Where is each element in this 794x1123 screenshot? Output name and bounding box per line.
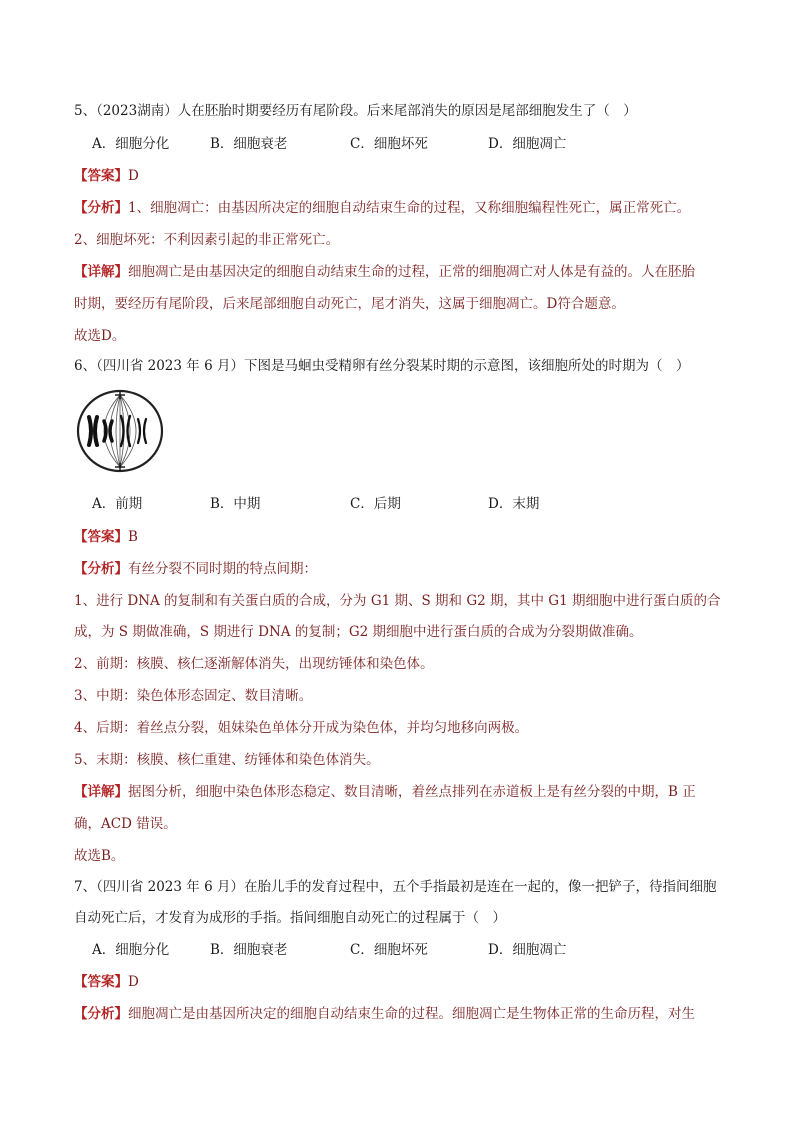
q5-conclusion: 故选D。	[74, 328, 126, 344]
q6-option-c: C．后期	[350, 496, 401, 512]
q7-option-c: C．细胞坏死	[350, 942, 428, 958]
q7-analysis-1: 细胞凋亡是由基因所决定的细胞自动结束生命的过程。细胞凋亡是生物体正常的生命历程，对生	[128, 1006, 695, 1022]
answer-tag: 【答案】	[74, 529, 128, 545]
q5-answer-line	[74, 166, 734, 186]
q6-option-b: B．中期	[210, 496, 261, 512]
q5-option-a: A．细胞分化	[92, 136, 170, 152]
q6-analysis-1a: 1、进行 DNA 的复制和有关蛋白质的合成，分为 G1 期、S 期和 G2 期，其中 G1 期细胞中进行蛋白质的合	[74, 593, 721, 609]
q5-detail-2: 时期，要经历有尾阶段，后来尾部细胞自动死亡，尾才消失，这属于细胞凋亡。D符合题意。	[74, 296, 625, 312]
detail-tag: 【详解】	[74, 264, 128, 280]
q6-detail-1: 据图分析，细胞中染色体形态稳定、数目清晰，着丝点排列在赤道板上是有丝分裂的中期，B 正	[128, 784, 696, 800]
q7-analysis-line-1	[74, 1004, 734, 1024]
q5-detail-1: 细胞凋亡是由基因决定的细胞自动结束生命的过程，正常的细胞凋亡对人体是有益的。人在胚胎	[128, 264, 695, 280]
q6-stem: 6、（四川省 2023 年 6 月）下图是马蛔虫受精卵有丝分裂某时期的示意图，该细胞所处的时期为（ ）	[74, 358, 690, 374]
q7-option-d: D．细胞凋亡	[488, 942, 567, 958]
analysis-tag: 【分析】	[74, 1006, 128, 1022]
q5-analysis-1: 1、细胞凋亡：由基因所决定的细胞自动结束生命的过程，又称细胞编程性死亡，属正常死亡。	[128, 200, 691, 216]
q5-answer: D	[128, 168, 139, 184]
q7-stem-2: 自动死亡后，才发育为成形的手指。指间细胞自动死亡的过程属于（ ）	[74, 910, 506, 926]
q6-analysis-5: 5、末期：核膜、核仁重建、纺锤体和染色体消失。	[74, 752, 380, 768]
q5-option-c: C．细胞坏死	[350, 136, 428, 152]
q7-answer-line	[74, 972, 734, 992]
q5-option-d: D．细胞凋亡	[488, 136, 567, 152]
q5-analysis-line-1	[74, 198, 734, 218]
q6-analysis-2: 2、前期：核膜、核仁逐渐解体消失，出现纺锤体和染色体。	[74, 656, 434, 672]
q5-detail-line-1	[74, 262, 734, 282]
q6-answer-line	[74, 527, 734, 547]
q6-conclusion: 故选B。	[74, 848, 125, 864]
q6-option-d: D．末期	[488, 496, 540, 512]
q6-analysis-3: 3、中期：染色体形态固定、数目清晰。	[74, 688, 313, 704]
q6-option-a: A．前期	[92, 496, 143, 512]
q6-analysis-4: 4、后期：着丝点分裂，姐妹染色单体分开成为染色体，并均匀地移向两极。	[74, 720, 529, 736]
answer-tag: 【答案】	[74, 974, 128, 990]
q7-stem-1: 7、（四川省 2023 年 6 月）在胎儿手的发育过程中，五个手指最初是连在一起的，像一把铲子，待指间细胞	[74, 879, 717, 895]
q6-answer: B	[128, 529, 138, 545]
q7-option-b: B．细胞衰老	[210, 942, 288, 958]
q5-stem: 5、（2023湖南）人在胚胎时期要经历有尾阶段。后来尾部消失的原因是尾部细胞发生了（ ）	[74, 103, 637, 119]
q7-option-a: A．细胞分化	[92, 942, 170, 958]
q6-analysis-intro-line	[74, 559, 734, 579]
analysis-tag: 【分析】	[74, 561, 128, 577]
q6-detail-line-1	[74, 782, 734, 802]
detail-tag: 【详解】	[74, 784, 128, 800]
q6-analysis-1b: 成，为 S 期做准确，S 期进行 DNA 的复制；G2 期细胞中进行蛋白质的合成为分裂期做准确。	[74, 624, 643, 640]
q6-detail-2: 确，ACD 错误。	[74, 816, 177, 832]
q7-answer: D	[128, 974, 139, 990]
mitosis-cell-icon	[76, 389, 164, 473]
answer-tag: 【答案】	[74, 168, 128, 184]
q6-analysis-intro: 有丝分裂不同时期的特点间期：	[128, 561, 317, 577]
analysis-tag: 【分析】	[74, 200, 128, 216]
q5-option-b: B．细胞衰老	[210, 136, 288, 152]
q5-analysis-2: 2、细胞坏死：不利因素引起的非正常死亡。	[74, 232, 340, 248]
